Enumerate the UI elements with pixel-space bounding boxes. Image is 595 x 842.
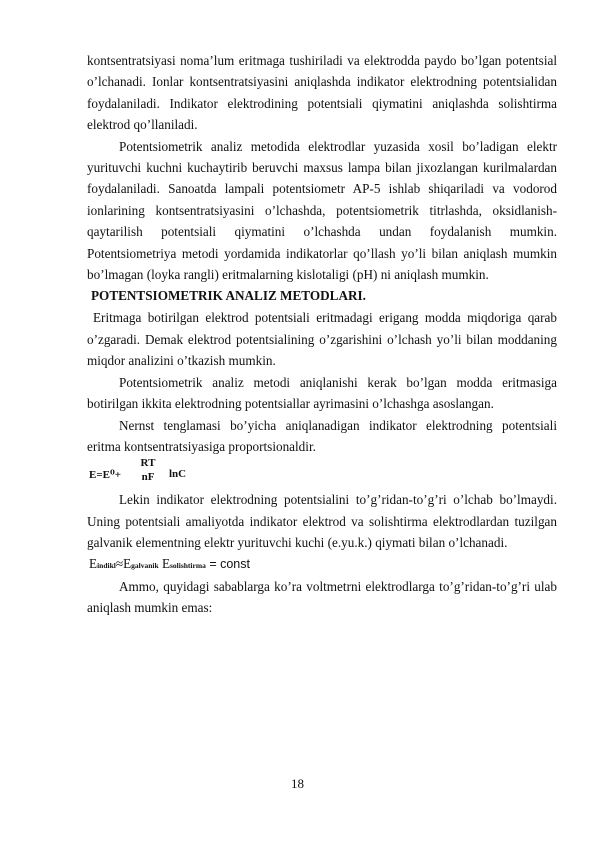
- paragraph-2: Potentsiometrik analiz metodida elektrodlar yuzasida xosil bo’ladigan elektr yurituvchi kuchni kuchaytirib beruvchi maxsus lampa bilan jixozlangan kurilmalardan foydalaniladi. Sanoatda lampali potentsiometr AP-5 ishlab shiqariladi va vodorod ionlarining kontsentratsiyasini o’lchashda, potentsiometrik titrlashda, oksidlanish-qaytarilish potentsiali qiymatini o’lchashda undan foydalanish mumkin. Potentsiometriya metodi yordamida indikatorlar qo’llash yo’li bilan aniqlash mumkin bo’lmagan (loyka rangli) eritmalarning kislotaligi (pH) ni aniqlash mumkin.: [87, 138, 557, 283]
- nernst-equation: [87, 457, 557, 489]
- eq-approx: ≈E: [115, 555, 132, 571]
- paragraph-1: kontsentratsiyasi noma’lum eritmaga tushiriladi va elektrodda paydo bo’lgan potentsial o’lchanadi. Ionlar kontsentratsiyasini aniqlashda indikator elektrodning potentsialidan foydalaniladi. Indikator elektrodining potentsiali qiymatini aniqlashda solishtirma elektrod qo’llaniladi.: [87, 53, 557, 133]
- paragraph-5: Nernst tenglamasi bo’yicha aniqlanadigan indikator elektrodning potentsiali eritma kontsentratsiyasiga proportsionaldir.: [87, 417, 557, 454]
- eq-sub-galvanik: galvanik: [131, 560, 159, 570]
- emf-equation: [89, 554, 557, 576]
- paragraph-4: Potentsiometrik analiz metodi aniqlanishi kerak bo’lgan modda eritmasiga botirilgan ikkita elektrodning potentsiallar ayrimasini o’lchashga asoslangan.: [87, 374, 557, 412]
- eq-e3: E: [158, 555, 170, 571]
- formula-denominator: nF: [141, 471, 155, 484]
- eq-sub-indikl: indikl: [97, 560, 116, 570]
- paragraph-6: Lekin indikator elektrodning potentsialini to’g’ridan-to’g’ri o’lchab bo’lmaydi. Uning potentsiali amaliyotda indikator elektrod va solishtirma elektrodlardan tuzilgan galvanik elementning elektr yurituvchi kuchi (e.yu.k.) qiymati bilan o’lchanadi.: [87, 492, 557, 551]
- eq-tail: = const: [205, 556, 250, 571]
- page-content: [87, 50, 557, 618]
- section-heading: POTENTSIOMETRIK ANALIZ METODLARI.: [91, 288, 366, 304]
- paragraph-7: Ammo, quyidagi sabablarga ko’ra voltmetrni elektrodlarga to’g’ridan-to’g’ri ulab aniqlash mumkin emas:: [87, 578, 557, 615]
- formula-fraction: [137, 457, 159, 484]
- eq-e1: E: [89, 555, 98, 571]
- eq-sub-solishtirma: solishtirma: [170, 560, 206, 570]
- formula-numerator: RT: [140, 457, 156, 470]
- formula-rhs: lnC: [169, 468, 187, 481]
- page-number: 18: [291, 776, 304, 791]
- paragraph-3: Eritmaga botirilgan elektrod potentsiali eritmadagi erigang modda miqdoriga qarab o’zgaradi. Demak elektrod potentsialining o’zgarishini o’lchash yo’li bilan moddaning miqdor analizini o’tkazish mumkin.: [87, 310, 557, 369]
- formula-lhs: E=E⁰+: [89, 469, 122, 482]
